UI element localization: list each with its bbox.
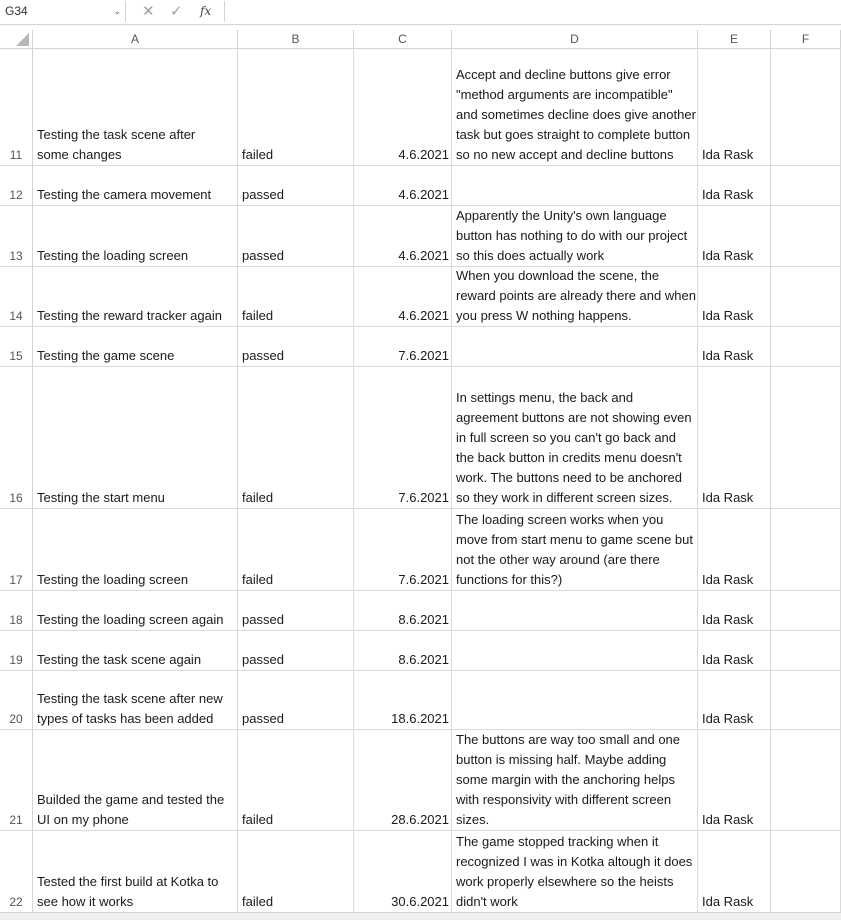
cell-empty[interactable] [771,48,841,165]
cell-tester-text: Ida Rask [702,894,754,909]
cell-tester[interactable] [698,509,771,590]
formula-bar-icons [126,0,222,23]
cell-date[interactable] [354,166,452,205]
cell-notes[interactable] [452,831,698,912]
cell-notes[interactable] [452,267,698,326]
cell-tester-text: Ida Rask [702,652,754,667]
table-row [0,591,841,631]
column-header-a[interactable]: A [33,30,238,48]
cell-status[interactable] [238,730,354,830]
cell-test-name-text: Builded the game and tested the UI on my phone [37,792,225,827]
cell-date-text: 30.6.2021 [391,894,449,909]
cell-test-name[interactable] [33,327,238,366]
cell-tester[interactable] [698,327,771,366]
cell-tester[interactable] [698,831,771,912]
row-header[interactable] [0,327,33,366]
cell-date[interactable] [354,831,452,912]
cell-notes-text: In settings menu, the back and agreement buttons are not showing even in full screen so you can't go back and the back button in credits menu doesn't work. The buttons need to be anchored so they work in different screen sizes. [456,390,692,505]
cell-date-text: 7.6.2021 [398,348,449,363]
table-row [0,166,841,206]
column-header-c[interactable]: C [354,30,452,48]
cell-empty[interactable] [771,831,841,912]
table-row [0,367,841,509]
cell-date-text: 4.6.2021 [398,187,449,202]
row-header[interactable] [0,831,33,912]
cell-tester[interactable] [698,48,771,165]
row-header-text: 12 [9,188,23,202]
column-header-f[interactable]: F [771,30,841,48]
column-header-e[interactable]: E [698,30,771,48]
cell-tester[interactable] [698,166,771,205]
row-header[interactable] [0,267,33,326]
cell-test-name[interactable] [33,509,238,590]
cell-notes-text: The buttons are way too small and one button is missing half. Maybe adding some margin with the anchoring helps with responsivity with different screen sizes. [456,732,681,827]
cell-test-name[interactable] [33,831,238,912]
cell-empty[interactable] [771,671,841,729]
cell-tester-text: Ida Rask [702,187,754,202]
cell-tester[interactable] [698,267,771,326]
row-header[interactable] [0,591,33,630]
cell-date-text: 4.6.2021 [398,248,449,263]
cell-empty[interactable] [771,509,841,590]
cell-date[interactable] [354,730,452,830]
cell-empty[interactable] [771,631,841,670]
table-row [0,671,841,730]
column-header-b[interactable]: B [238,30,354,48]
cell-empty[interactable] [771,206,841,266]
cell-notes[interactable] [452,631,698,670]
cell-test-name-text: Tested the first build at Kotka to see how it works [37,874,219,909]
cell-notes[interactable] [452,367,698,508]
cell-test-name[interactable] [33,166,238,205]
function-icon[interactable]: fx [200,4,212,18]
cell-status-text: failed [242,812,274,827]
cell-test-name-text: Testing the task scene after new types of tasks has been added [37,691,223,726]
cell-status-text: failed [242,147,274,162]
row-header[interactable] [0,730,33,830]
cell-tester[interactable] [698,671,771,729]
row-header[interactable] [0,206,33,266]
cell-status[interactable] [238,591,354,630]
row-header-text: 11 [9,148,23,162]
table-row [0,631,841,671]
cell-empty[interactable] [771,267,841,326]
select-all-button[interactable] [0,30,33,48]
cell-test-name[interactable] [33,591,238,630]
cell-tester-text: Ida Rask [702,348,754,363]
cell-notes[interactable] [452,509,698,590]
table-row [0,509,841,591]
confirm-icon[interactable]: ✓ [170,3,183,20]
row-header-text: 21 [9,813,23,827]
cell-test-name-text: Testing the start menu [37,490,165,505]
cell-tester-text: Ida Rask [702,147,754,162]
cell-notes[interactable] [452,206,698,266]
cell-test-name-text: Testing the task scene after some changes [37,127,196,162]
row-header-text: 19 [9,653,23,667]
cell-date-text: 8.6.2021 [398,612,449,627]
cell-date[interactable] [354,631,452,670]
cell-tester-text: Ida Rask [702,572,754,587]
cell-date[interactable] [354,591,452,630]
cell-status-text: passed [242,348,284,363]
cell-tester-text: Ida Rask [702,812,754,827]
cell-status[interactable] [238,48,354,165]
cell-date-text: 8.6.2021 [398,652,449,667]
table-row [0,327,841,367]
cell-date[interactable] [354,48,452,165]
table-row [0,206,841,267]
cell-notes[interactable] [452,327,698,366]
cell-empty[interactable] [771,166,841,205]
cell-status[interactable] [238,327,354,366]
formula-bar [0,0,841,25]
cell-status-text: passed [242,248,284,263]
row-header-text: 15 [9,349,23,363]
chevron-down-icon[interactable]: ⌄ [113,6,121,16]
cell-notes-text: The game stopped tracking when it recognized I was in Kotka altough it does work properly elsewhere so the heists didn't work [456,834,693,909]
cell-test-name[interactable] [33,206,238,266]
cell-test-name-text: Testing the camera movement [37,187,212,202]
cell-status[interactable] [238,267,354,326]
column-header-d[interactable]: D [452,30,698,48]
cell-tester[interactable] [698,206,771,266]
cell-status-text: passed [242,612,284,627]
row-header-text: 20 [9,712,23,726]
row-header-text: 18 [9,613,23,627]
cell-date-text: 7.6.2021 [398,490,449,505]
row-header[interactable] [0,48,33,165]
cell-notes[interactable] [452,591,698,630]
cell-tester[interactable] [698,730,771,830]
cell-status-text: failed [242,894,274,909]
cell-notes-text: Apparently the Unity's own language button has nothing to do with our project so this does actually work [456,208,688,263]
cell-empty[interactable] [771,591,841,630]
cell-tester-text: Ida Rask [702,308,754,323]
formula-input[interactable] [224,1,841,22]
cell-test-name-text: Testing the loading screen [37,572,189,587]
cell-date-text: 4.6.2021 [398,147,449,162]
cell-status-text: passed [242,711,284,726]
cell-notes[interactable] [452,730,698,830]
cell-status-text: failed [242,572,274,587]
cell-status[interactable] [238,831,354,912]
cell-test-name[interactable] [33,367,238,508]
cell-tester-text: Ida Rask [702,711,754,726]
cell-notes[interactable] [452,48,698,165]
cell-test-name[interactable] [33,631,238,670]
row-header-text: 16 [9,491,23,505]
cell-empty[interactable] [771,327,841,366]
cell-tester-text: Ida Rask [702,490,754,505]
cell-date[interactable] [354,206,452,266]
cell-tester[interactable] [698,591,771,630]
name-box-value: G34 [5,4,28,18]
cell-date[interactable] [354,327,452,366]
cell-status[interactable] [238,509,354,590]
cell-notes[interactable] [452,671,698,729]
cell-test-name[interactable] [33,267,238,326]
cell-test-name[interactable] [33,730,238,830]
table-row [0,730,841,831]
cell-test-name-text: Testing the reward tracker again [37,308,222,323]
cell-date-text: 18.6.2021 [391,711,449,726]
cell-status[interactable] [238,671,354,729]
cell-notes[interactable] [452,166,698,205]
cell-notes-text: The loading screen works when you move from start menu to game scene but not the other way around (are there functions for this?) [456,512,693,587]
cell-date[interactable] [354,267,452,326]
row-header[interactable] [0,367,33,508]
cell-empty[interactable] [771,367,841,508]
cell-test-name-text: Testing the game scene [37,348,175,363]
cell-status[interactable] [238,206,354,266]
name-box[interactable] [0,1,126,22]
cell-test-name-text: Testing the loading screen [37,248,189,263]
row-header-text: 13 [9,249,23,263]
cell-date[interactable] [354,671,452,729]
row-header[interactable] [0,631,33,670]
cell-empty[interactable] [771,730,841,830]
cell-test-name[interactable] [33,671,238,729]
cancel-icon[interactable]: ✕ [142,3,155,20]
cell-status-text: failed [242,308,274,323]
cell-tester[interactable] [698,367,771,508]
row-header[interactable] [0,671,33,729]
cell-tester-text: Ida Rask [702,248,754,263]
table-row [0,267,841,327]
row-header[interactable] [0,166,33,205]
cell-notes-text: When you download the scene, the reward points are already there and when you press W nothing happens. [456,268,696,323]
row-header[interactable] [0,509,33,590]
cell-status-text: passed [242,652,284,667]
table-row [0,831,841,913]
cell-date-text: 7.6.2021 [398,572,449,587]
cell-status[interactable] [238,631,354,670]
cell-status-text: passed [242,187,284,202]
cell-date[interactable] [354,509,452,590]
cell-tester-text: Ida Rask [702,612,754,627]
cell-date[interactable] [354,367,452,508]
cell-test-name-text: Testing the task scene again [37,652,202,667]
table-row [0,48,841,166]
row-header-text: 17 [9,573,23,587]
row-header-text: 22 [9,895,23,909]
cell-test-name-text: Testing the loading screen again [37,612,224,627]
column-header-row [0,30,841,49]
cell-date-text: 28.6.2021 [391,812,449,827]
select-all-icon [16,33,29,46]
cell-status-text: failed [242,490,274,505]
cell-status[interactable] [238,166,354,205]
cell-tester[interactable] [698,631,771,670]
cell-date-text: 4.6.2021 [398,308,449,323]
row-header-text: 14 [9,309,23,323]
cell-notes-text: Accept and decline buttons give error "method arguments are incompatible" and sometimes decline does give another task but goes straight to complete button so no new accept and decline buttons [456,67,696,162]
cell-status[interactable] [238,367,354,508]
cell-test-name[interactable] [33,48,238,165]
